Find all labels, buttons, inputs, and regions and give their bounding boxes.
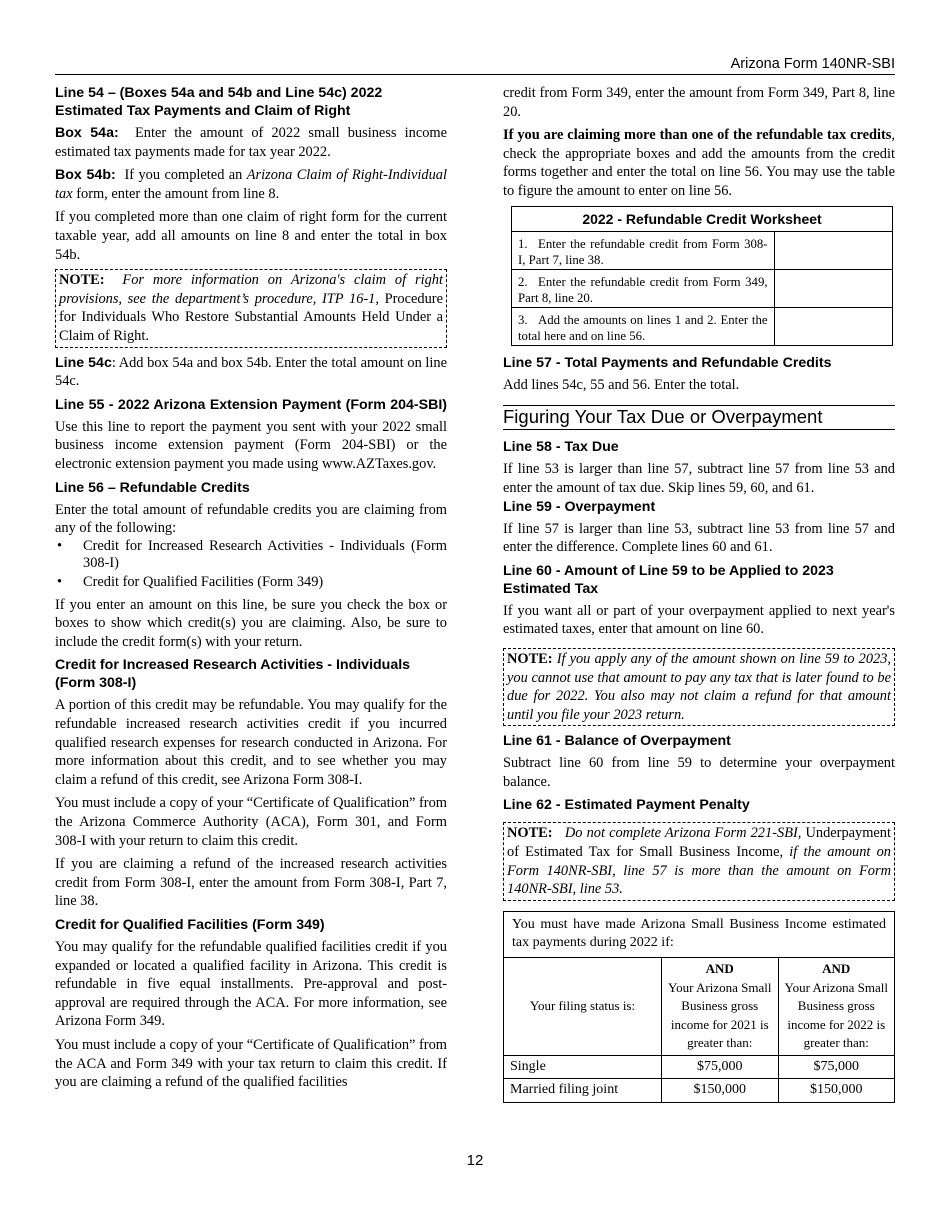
box54b-paragraph bbox=[55, 166, 447, 203]
section-title: Figuring Your Tax Due or Overpayment bbox=[503, 405, 895, 431]
research-heading: Credit for Increased Research Activities - Individuals (Form 308-I) bbox=[55, 657, 411, 692]
list-item: • Credit for Qualified Facilities (Form 349) bbox=[57, 573, 324, 590]
amount-cell[interactable] bbox=[774, 308, 892, 346]
requirement-intro: You must have made Arizona Small Business Income estimated tax payments during 2022 if: bbox=[504, 911, 895, 957]
line58-heading: Line 58 - Tax Due bbox=[503, 439, 619, 456]
multi-credit-bold: If you are claiming more than one of the refundable tax credits bbox=[503, 127, 892, 144]
bullet-icon: • bbox=[57, 573, 63, 590]
status-header: Your filing status is: bbox=[504, 958, 662, 1056]
note-italic: Do not complete Arizona Form 221-SBI, bbox=[564, 825, 802, 842]
multi-credit-text: , check the appropriate boxes and add the amounts from the credit forms together and enter the total on line 56. You may use the table to figure the amount to enter on line 56. bbox=[503, 127, 895, 199]
line61-text: Subtract line 60 from line 59 to determine your overpayment balance. bbox=[503, 755, 895, 790]
bullet-icon: • bbox=[57, 537, 63, 554]
note-italic: For more information on Arizona's claim of right provisions, see the department’s procedure, ITP 16-1, bbox=[59, 272, 443, 307]
line60-text: If you want all or part of your overpayment applied to next year's estimated taxes, enter that amount on line 60. bbox=[503, 602, 895, 638]
note-label: NOTE: bbox=[507, 650, 553, 667]
right-column bbox=[503, 84, 895, 1103]
multi-credit-paragraph bbox=[503, 126, 895, 200]
note-italic: If you apply any of the amount shown on line 59 to 2023, you cannot use that amount to pay any tax that is later found to be due for 2022. You also may not claim a refund for that amount until you file your 2023 return. bbox=[507, 650, 892, 723]
box54b-italic: Arizona Claim of Right-Individual tax bbox=[55, 167, 447, 202]
header-rule bbox=[55, 74, 895, 75]
line59-heading: Line 59 - Overpayment bbox=[503, 498, 656, 515]
amount-cell[interactable] bbox=[774, 270, 892, 308]
note-text: Underpayment of Estimated Tax for Small Business Income bbox=[507, 825, 891, 861]
box54a-label: Box 54a: bbox=[55, 125, 119, 141]
box54b-text1: If you completed an bbox=[124, 167, 243, 184]
line55-heading: Line 55 - 2022 Arizona Extension Payment (Form 204-SBI) bbox=[55, 396, 447, 413]
line60-note bbox=[503, 648, 895, 726]
line54c-text: : Add box 54a and box 54b. Enter the total amount on line 54c. bbox=[55, 354, 448, 390]
note-label: NOTE: bbox=[59, 272, 105, 289]
amount-cell[interactable] bbox=[774, 232, 892, 270]
line55-text: Use this line to report the payment you sent with your 2022 small business income extension payment (Form 204-SBI) or the electronic extension payment you made using www.AZTaxes.gov. bbox=[55, 418, 447, 472]
line56-heading: Line 56 – Refundable Credits bbox=[55, 479, 250, 496]
box54b-label: Box 54b: bbox=[55, 167, 116, 184]
research-p1: A portion of this credit may be refundable. You may qualify for the refundable increased research activities credit if you incurred qualified research expenses for research conducted in Arizona. For more information about this credit, and to see whether you may claim a refund of this credit, see Arizona Form 308-I. bbox=[55, 697, 447, 788]
note-label: NOTE: bbox=[507, 825, 553, 842]
research-p2: You must include a copy of your “Certificate of Qualification” from the Arizona Commerce Authority (ACA), Form 301, and Form 308-I with your return to claim this credit. bbox=[55, 795, 447, 849]
table-row: Single $75,000 $75,000 bbox=[504, 1055, 895, 1079]
header-2021: AND Your Arizona Small Business gross income for 2021 is greater than: bbox=[662, 958, 779, 1056]
line62-note bbox=[503, 822, 895, 900]
table-row: 2. Enter the refundable credit from Form 349, Part 8, line 20. bbox=[512, 270, 893, 308]
facilities-heading: Credit for Qualified Facilities (Form 349) bbox=[55, 917, 325, 933]
line57-text: Add lines 54c, 55 and 56. Enter the total. bbox=[503, 377, 740, 394]
refundable-credit-worksheet bbox=[511, 206, 893, 347]
credit-list bbox=[55, 538, 447, 591]
line54c-label: Line 54c bbox=[55, 354, 112, 371]
research-p3: If you are claiming a refund of the increased research activities credit from Form 308-I, enter the amount from Form 308-I, Part 7, line 38. bbox=[55, 856, 447, 910]
box54a-text: Enter the amount of 2022 small business income estimated tax payments made for tax year 2022. bbox=[55, 125, 448, 160]
facilities-p2: You must include a copy of your “Certificate of Qualification” from the ACA and Form 349 with your tax return to claim this credit. If you are claiming a refund of the qualified facilities bbox=[55, 1036, 447, 1091]
form-title: Arizona Form 140NR-SBI bbox=[730, 56, 895, 72]
line57-heading: Line 57 - Total Payments and Refundable Credits bbox=[503, 355, 832, 372]
note-italic-2: , if the amount on Form 140NR-SBI, line 57 is more than the amount on Form 140NR-SBI, line 53. bbox=[507, 844, 891, 898]
table-row: 1. Enter the refundable credit from Form 308-I, Part 7, line 38. bbox=[512, 232, 893, 270]
continued-text: credit from Form 349, enter the amount from Form 349, Part 8, line 20. bbox=[503, 85, 895, 120]
header-2022: AND Your Arizona Small Business gross income for 2022 is greater than: bbox=[778, 958, 895, 1056]
estimated-payment-requirement-table bbox=[503, 911, 895, 1103]
left-column bbox=[55, 84, 447, 1097]
line56-intro: Enter the total amount of refundable credits you are claiming from any of the following: bbox=[55, 501, 447, 537]
table-row: 3. Add the amounts on lines 1 and 2. Enter the total here and on line 56. bbox=[512, 308, 893, 346]
line59-text: If line 57 is larger than line 53, subtract line 53 from line 57 and enter the difference. Complete lines 60 and 61. bbox=[503, 520, 895, 556]
line58-text: If line 53 is larger than line 57, subtract line 57 from line 53 and enter the amount of tax due. Skip lines 59, 60, and 61. bbox=[503, 461, 895, 496]
line61-heading: Line 61 - Balance of Overpayment bbox=[503, 733, 731, 750]
table-row: Married filing joint $150,000 $150,000 bbox=[504, 1079, 895, 1103]
box54a-paragraph bbox=[55, 124, 447, 161]
line54-heading: Line 54 – (Boxes 54a and 54b and Line 54c) 2022 Estimated Tax Payments and Claim of Right bbox=[55, 85, 383, 119]
facilities-p1: You may qualify for the refundable qualified facilities credit if you expanded or located a qualified facility in Arizona. This credit is refundable in five equal installments. Pre-approval and post-approval are required through the ACA. For more information, see Arizona Form 349. bbox=[55, 939, 447, 1030]
worksheet-title: 2022 - Refundable Credit Worksheet bbox=[512, 206, 893, 232]
line60-heading: Line 60 - Amount of Line 59 to be Applied to 2023 Estimated Tax bbox=[503, 562, 834, 597]
line54c-paragraph bbox=[55, 354, 447, 391]
note-text: Procedure for Individuals Who Restore Substantial Amounts Held Under a Claim of Right. bbox=[59, 290, 443, 344]
multi-claim-paragraph: If you completed more than one claim of right form for the current taxable year, add all amounts on line 8 and enter the total in box 54b. bbox=[55, 209, 447, 263]
page-number: 12 bbox=[466, 1152, 484, 1169]
line62-heading: Line 62 - Estimated Payment Penalty bbox=[503, 797, 750, 814]
list-item: • Credit for Increased Research Activities - Individuals (Form 308-I) bbox=[57, 537, 447, 571]
box54b-text2: form, enter the amount from line 8. bbox=[76, 185, 280, 202]
line56-check-text: If you enter an amount on this line, be sure you check the box or boxes to show which credit(s) you are claiming. Also, be sure to include the credit form(s) with your return. bbox=[55, 596, 447, 650]
claim-of-right-note bbox=[55, 269, 447, 347]
